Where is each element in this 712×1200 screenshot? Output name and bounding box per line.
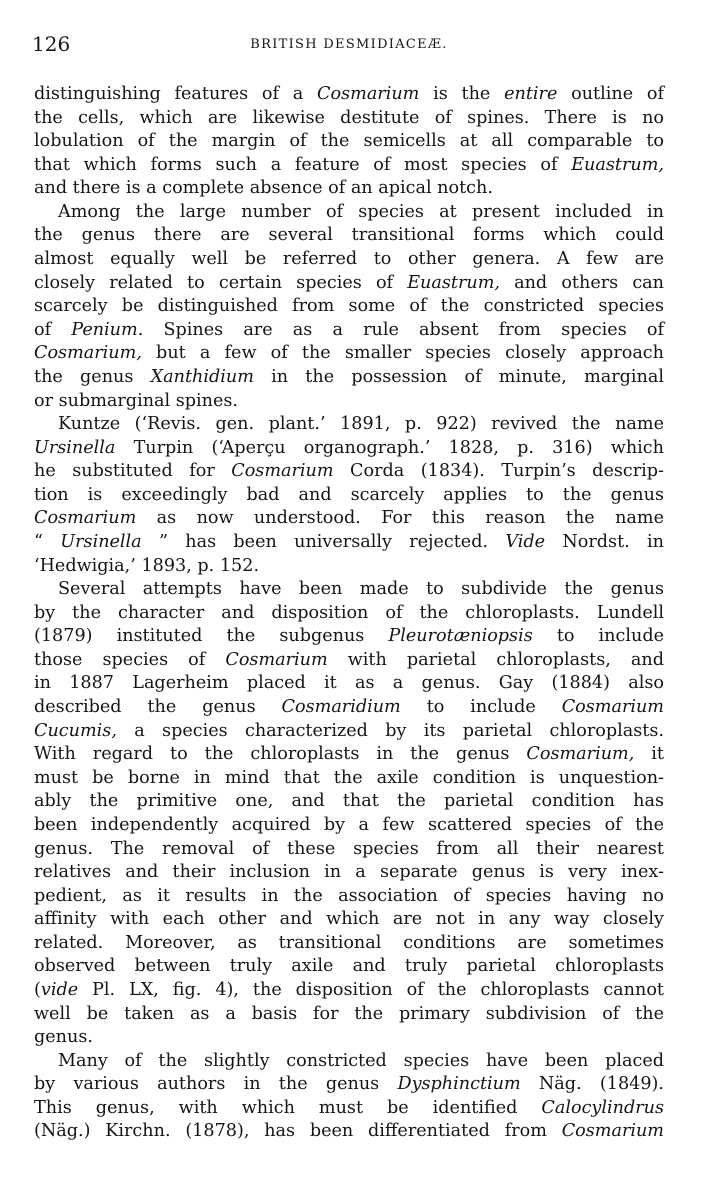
text-run: (Näg.) Kirchn. (1878), has been differentiated from — [34, 1121, 562, 1142]
text-line-l27 — [34, 696, 664, 720]
text-line-l28 — [34, 720, 664, 744]
text-line-l23 — [34, 602, 664, 626]
text-line-l8 — [34, 248, 664, 272]
text-line-l44 — [34, 1097, 664, 1121]
text-run: to include — [532, 626, 664, 647]
text-line-l5 — [34, 177, 664, 201]
text-line-l16 — [34, 437, 664, 461]
text-run: scarcely be distinguished from some of the constricted species — [34, 296, 664, 317]
italic-text: Calocylindrus — [541, 1097, 664, 1118]
text-line-l43 — [34, 1073, 664, 1097]
text-line-l36 — [34, 908, 664, 932]
page-header — [32, 32, 666, 58]
text-run: Spines are as a rule absent from species of — [143, 319, 664, 340]
text-run: genus. The removal of these species from all their nearest — [34, 838, 664, 859]
text-line-l12 — [34, 342, 664, 366]
text-line-l30 — [34, 767, 664, 791]
text-run: Corda (1834). Turpin’s descrip- — [333, 461, 664, 482]
text-run: ably the primitive one, and that the parietal condition has — [34, 791, 664, 812]
text-run: in the possession of minute, marginal — [253, 366, 664, 387]
text-run: the genus there are several transitional forms which could — [34, 225, 664, 246]
text-line-l32 — [34, 814, 664, 838]
text-run: outline of — [557, 84, 664, 104]
italic-text: entire — [504, 84, 558, 104]
text-run: or submarginal spines. — [34, 390, 239, 411]
text-line-l6 — [34, 201, 664, 225]
italic-text: vide — [40, 979, 79, 1000]
text-run: Several attempts have been made to subdivide the genus — [58, 579, 664, 600]
text-line-l15 — [34, 413, 664, 437]
italic-text: Euastrum, — [407, 272, 500, 293]
text-run: Nordst. in — [545, 531, 664, 552]
text-run: Pl. LX, fig. 4), the disposition of the chloroplasts cannot — [78, 979, 664, 1000]
text-line-l2 — [34, 107, 664, 131]
body-text — [34, 83, 664, 1144]
text-run: a species characterized by its parietal chloroplasts. — [116, 720, 664, 741]
text-run: lobulation of the margin of the semicells at all comparable to — [34, 131, 664, 152]
italic-text: Ursinella — [34, 437, 116, 458]
text-line-l25 — [34, 649, 664, 673]
italic-text: Pleurotæniopsis — [388, 626, 533, 647]
text-line-l40 — [34, 1003, 664, 1027]
text-line-l7 — [34, 224, 664, 248]
text-run: Among the large number of species at present included in — [58, 201, 664, 222]
text-run: and there is a complete absence of an apical notch. — [34, 178, 493, 199]
text-run: Turpin (‘Aperçu organograph.’ 1828, p. 316) which — [115, 437, 664, 458]
italic-text: Cosmarium — [34, 508, 137, 529]
page-number: 126 — [32, 32, 71, 56]
text-run: been independently acquired by a few scattered species of the — [34, 814, 664, 835]
text-run: he substituted for — [34, 461, 232, 482]
text-run: Näg. (1849). — [520, 1074, 664, 1095]
text-line-l34 — [34, 861, 664, 885]
text-run: relatives and their inclusion in a separate genus is very inex- — [34, 862, 664, 883]
text-line-l39 — [34, 979, 664, 1003]
text-line-l3 — [34, 130, 664, 154]
text-run: in 1887 Lagerheim placed it as a genus. Gay (1884) also — [34, 673, 664, 694]
text-run: the genus — [34, 366, 151, 387]
text-line-l22 — [34, 578, 664, 602]
text-run: is the — [419, 84, 505, 104]
text-line-l35 — [34, 885, 664, 909]
text-line-l33 — [34, 838, 664, 862]
text-run: by various authors in the genus — [34, 1074, 398, 1095]
text-run: the cells, which are likewise destitute of spines. There is no — [34, 107, 664, 128]
text-run: observed between truly axile and truly parietal chloroplasts — [34, 956, 664, 977]
text-line-l38 — [34, 955, 664, 979]
text-run: to include — [400, 697, 562, 718]
text-run: ( — [34, 979, 41, 1000]
text-line-l29 — [34, 743, 664, 767]
text-line-l9 — [34, 272, 664, 296]
text-line-l18 — [34, 484, 664, 508]
text-run: of — [34, 319, 72, 340]
text-line-l14 — [34, 390, 664, 414]
text-line-l41 — [34, 1026, 664, 1050]
italic-text: Penium. — [71, 319, 144, 340]
text-line-l37 — [34, 932, 664, 956]
text-run: related. Moreover, as transitional conditions are sometimes — [34, 932, 664, 953]
italic-text: Cosmarium, — [526, 744, 635, 765]
text-run: well be taken as a basis for the primary subdivision of the — [34, 1003, 664, 1024]
text-run: ‘Hedwigia,’ 1893, p. 152. — [34, 555, 260, 576]
text-line-l24 — [34, 625, 664, 649]
text-run: closely related to certain species of — [34, 272, 408, 293]
text-run: and others can — [499, 272, 664, 293]
italic-text: Cosmarium, — [34, 343, 142, 364]
text-run: as now understood. For this reason the name — [136, 508, 664, 529]
italic-text: Ursinella — [60, 531, 142, 552]
text-line-l20 — [34, 531, 664, 555]
text-line-l17 — [34, 460, 664, 484]
text-run: pedient, as it results in the association of species having no — [34, 885, 664, 906]
text-run: affinity with each other and which are not in any way closely — [34, 909, 664, 930]
italic-text: Cucumis, — [34, 720, 117, 741]
text-run: Many of the slightly constricted species have been placed — [58, 1050, 664, 1071]
text-run: described the genus — [34, 697, 282, 718]
text-line-l21 — [34, 555, 664, 579]
text-line-l31 — [34, 790, 664, 814]
italic-text: Cosmaridium — [281, 697, 401, 718]
italic-text: Cosmarium — [231, 461, 334, 482]
text-line-l19 — [34, 507, 664, 531]
italic-text: Vide — [505, 531, 546, 552]
italic-text: Cosmarium — [561, 1121, 664, 1142]
text-run: tion is exceedingly bad and scarcely applies to the genus — [34, 484, 664, 505]
text-run: those species of — [34, 649, 226, 670]
running-head: BRITISH DESMIDIACEÆ. — [250, 37, 448, 52]
text-run: (1879) instituted the subgenus — [34, 626, 389, 647]
text-run: almost equally well be referred to other genera. A few are — [34, 249, 664, 270]
text-run: but a few of the smaller species closely approach — [141, 343, 664, 364]
italic-text: Cosmarium — [317, 84, 420, 104]
text-line-l11 — [34, 319, 664, 343]
text-run: by the character and disposition of the chloroplasts. Lundell — [34, 602, 664, 623]
italic-text: Cosmarium — [561, 697, 664, 718]
italic-text: Dysphinctium — [397, 1074, 521, 1095]
italic-text: Xanthidium — [150, 366, 254, 387]
text-line-l42 — [34, 1050, 664, 1074]
text-line-l10 — [34, 295, 664, 319]
text-line-l45 — [34, 1120, 664, 1144]
text-run: must be borne in mind that the axile condition is unquestion- — [34, 767, 664, 788]
text-line-l4 — [34, 154, 664, 178]
text-run: “ — [34, 531, 61, 552]
text-run: that which forms such a feature of most species of — [34, 154, 572, 175]
text-line-l1 — [34, 83, 664, 107]
italic-text: Cosmarium — [225, 649, 328, 670]
text-run: distinguishing features of a — [34, 84, 318, 104]
text-run: ” has been universally rejected. — [141, 531, 506, 552]
italic-text: Euastrum, — [571, 154, 664, 175]
text-run: it — [634, 744, 664, 765]
text-line-l13 — [34, 366, 664, 390]
text-run: with parietal chloroplasts, and — [327, 649, 664, 670]
text-run: With regard to the chloroplasts in the genus — [34, 744, 527, 765]
text-run: genus. — [34, 1027, 93, 1048]
text-line-l26 — [34, 672, 664, 696]
text-run: This genus, with which must be identified — [34, 1097, 542, 1118]
text-run: Kuntze (‘Revis. gen. plant.’ 1891, p. 922) revived the name — [58, 414, 664, 435]
